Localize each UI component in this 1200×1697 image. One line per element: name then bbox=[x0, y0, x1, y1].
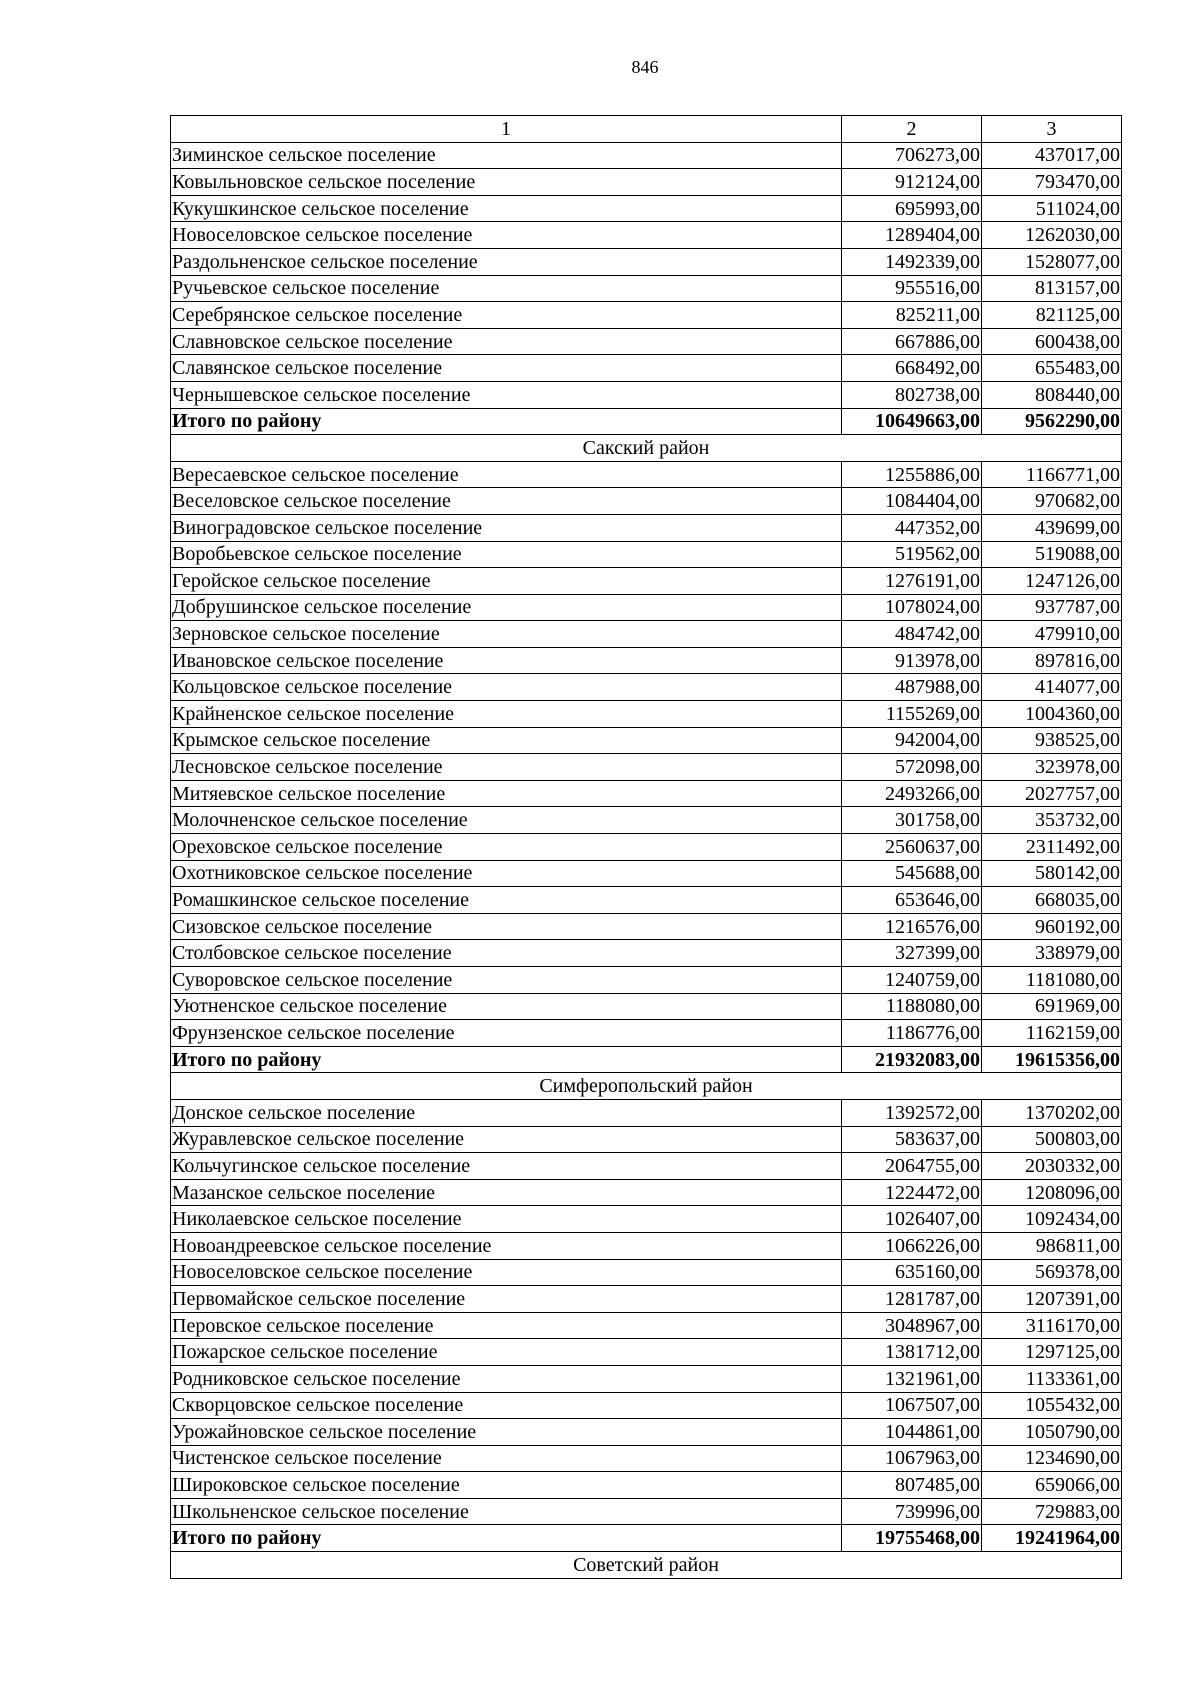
table-row bbox=[171, 1179, 1122, 1206]
table-row bbox=[171, 1498, 1122, 1525]
cell-value-2: 1155269,00 bbox=[842, 701, 982, 728]
cell-value-2: 1026407,00 bbox=[842, 1206, 982, 1233]
table-row bbox=[171, 488, 1122, 515]
table-body bbox=[171, 116, 1122, 1579]
cell-name: Добрушинское сельское поселение bbox=[171, 594, 842, 621]
total-value-3: 9562290,00 bbox=[982, 408, 1122, 435]
table-row bbox=[171, 701, 1122, 728]
table-row bbox=[171, 621, 1122, 648]
cell-value-3: 2027757,00 bbox=[982, 780, 1122, 807]
cell-value-3: 1050790,00 bbox=[982, 1419, 1122, 1446]
total-value-2: 19755468,00 bbox=[842, 1525, 982, 1552]
cell-value-2: 1066226,00 bbox=[842, 1232, 982, 1259]
cell-value-3: 1055432,00 bbox=[982, 1392, 1122, 1419]
cell-name: Уютненское сельское поселение bbox=[171, 993, 842, 1020]
header-cell-1: 1 bbox=[171, 116, 842, 143]
cell-name: Николаевское сельское поселение bbox=[171, 1206, 842, 1233]
header-row bbox=[171, 116, 1122, 143]
cell-value-2: 1216576,00 bbox=[842, 913, 982, 940]
table-row bbox=[171, 1365, 1122, 1392]
cell-value-2: 1276191,00 bbox=[842, 568, 982, 595]
cell-name: Чернышевское сельское поселение bbox=[171, 381, 842, 408]
cell-name: Зиминское сельское поселение bbox=[171, 142, 842, 169]
cell-value-3: 659066,00 bbox=[982, 1472, 1122, 1499]
table-row bbox=[171, 1153, 1122, 1180]
cell-value-2: 1067507,00 bbox=[842, 1392, 982, 1419]
table-row bbox=[171, 1392, 1122, 1419]
cell-value-2: 484742,00 bbox=[842, 621, 982, 648]
table-row bbox=[171, 1232, 1122, 1259]
cell-name: Крайненское сельское поселение bbox=[171, 701, 842, 728]
table-row bbox=[171, 1206, 1122, 1233]
cell-name: Зерновское сельское поселение bbox=[171, 621, 842, 648]
cell-name: Ромашкинское сельское поселение bbox=[171, 887, 842, 914]
table-row bbox=[171, 541, 1122, 568]
cell-value-3: 729883,00 bbox=[982, 1498, 1122, 1525]
table-row bbox=[171, 834, 1122, 861]
cell-value-2: 668492,00 bbox=[842, 355, 982, 382]
cell-value-2: 1224472,00 bbox=[842, 1179, 982, 1206]
cell-value-3: 897816,00 bbox=[982, 647, 1122, 674]
cell-value-3: 414077,00 bbox=[982, 674, 1122, 701]
cell-value-3: 986811,00 bbox=[982, 1232, 1122, 1259]
cell-name: Новоселовское сельское поселение bbox=[171, 222, 842, 249]
cell-value-3: 1004360,00 bbox=[982, 701, 1122, 728]
cell-value-2: 487988,00 bbox=[842, 674, 982, 701]
cell-value-3: 600438,00 bbox=[982, 328, 1122, 355]
cell-value-3: 793470,00 bbox=[982, 169, 1122, 196]
cell-name: Лесновское сельское поселение bbox=[171, 754, 842, 781]
table-row bbox=[171, 1419, 1122, 1446]
cell-name: Веселовское сельское поселение bbox=[171, 488, 842, 515]
cell-name: Скворцовское сельское поселение bbox=[171, 1392, 842, 1419]
section-row bbox=[171, 1552, 1122, 1579]
cell-value-3: 808440,00 bbox=[982, 381, 1122, 408]
table-row bbox=[171, 674, 1122, 701]
table-row bbox=[171, 647, 1122, 674]
cell-name: Урожайновское сельское поселение bbox=[171, 1419, 842, 1446]
cell-name: Пожарское сельское поселение bbox=[171, 1339, 842, 1366]
cell-value-3: 2030332,00 bbox=[982, 1153, 1122, 1180]
cell-name: Донское сельское поселение bbox=[171, 1099, 842, 1126]
total-value-2: 21932083,00 bbox=[842, 1046, 982, 1073]
cell-value-3: 970682,00 bbox=[982, 488, 1122, 515]
cell-value-2: 942004,00 bbox=[842, 727, 982, 754]
cell-name: Мазанское сельское поселение bbox=[171, 1179, 842, 1206]
table-row bbox=[171, 355, 1122, 382]
total-row bbox=[171, 1046, 1122, 1073]
cell-name: Кукушкинское сельское поселение bbox=[171, 195, 842, 222]
cell-value-3: 3116170,00 bbox=[982, 1312, 1122, 1339]
cell-name: Первомайское сельское поселение bbox=[171, 1286, 842, 1313]
total-label: Итого по району bbox=[171, 1046, 842, 1073]
cell-value-2: 2064755,00 bbox=[842, 1153, 982, 1180]
cell-name: Фрунзенское сельское поселение bbox=[171, 1020, 842, 1047]
table-row bbox=[171, 248, 1122, 275]
header-cell-2: 2 bbox=[842, 116, 982, 143]
cell-name: Геройское сельское поселение bbox=[171, 568, 842, 595]
cell-name: Суворовское сельское поселение bbox=[171, 967, 842, 994]
table-row bbox=[171, 381, 1122, 408]
section-row bbox=[171, 1073, 1122, 1100]
cell-value-2: 653646,00 bbox=[842, 887, 982, 914]
cell-name: Молочненское сельское поселение bbox=[171, 807, 842, 834]
cell-value-2: 1188080,00 bbox=[842, 993, 982, 1020]
header-cell-3: 3 bbox=[982, 116, 1122, 143]
cell-value-3: 338979,00 bbox=[982, 940, 1122, 967]
table-row bbox=[171, 1339, 1122, 1366]
cell-value-3: 1181080,00 bbox=[982, 967, 1122, 994]
cell-value-3: 2311492,00 bbox=[982, 834, 1122, 861]
cell-value-2: 1492339,00 bbox=[842, 248, 982, 275]
total-label: Итого по району bbox=[171, 1525, 842, 1552]
table-row bbox=[171, 993, 1122, 1020]
table-row bbox=[171, 142, 1122, 169]
cell-value-2: 635160,00 bbox=[842, 1259, 982, 1286]
cell-value-2: 3048967,00 bbox=[842, 1312, 982, 1339]
cell-value-3: 691969,00 bbox=[982, 993, 1122, 1020]
cell-value-3: 353732,00 bbox=[982, 807, 1122, 834]
cell-value-2: 583637,00 bbox=[842, 1126, 982, 1153]
cell-value-3: 1262030,00 bbox=[982, 222, 1122, 249]
table-row bbox=[171, 169, 1122, 196]
cell-name: Ивановское сельское поселение bbox=[171, 647, 842, 674]
cell-value-3: 479910,00 bbox=[982, 621, 1122, 648]
cell-name: Журавлевское сельское поселение bbox=[171, 1126, 842, 1153]
table-row bbox=[171, 1445, 1122, 1472]
total-label: Итого по району bbox=[171, 408, 842, 435]
cell-name: Митяевское сельское поселение bbox=[171, 780, 842, 807]
total-row bbox=[171, 1525, 1122, 1552]
table-row bbox=[171, 913, 1122, 940]
cell-value-3: 1166771,00 bbox=[982, 461, 1122, 488]
cell-value-3: 1207391,00 bbox=[982, 1286, 1122, 1313]
cell-name: Сизовское сельское поселение bbox=[171, 913, 842, 940]
cell-value-3: 439699,00 bbox=[982, 514, 1122, 541]
cell-value-2: 802738,00 bbox=[842, 381, 982, 408]
section-row bbox=[171, 435, 1122, 462]
cell-value-2: 825211,00 bbox=[842, 302, 982, 329]
cell-value-2: 2560637,00 bbox=[842, 834, 982, 861]
table-row bbox=[171, 780, 1122, 807]
table-row bbox=[171, 1312, 1122, 1339]
cell-name: Новоселовское сельское поселение bbox=[171, 1259, 842, 1286]
cell-name: Кольчугинское сельское поселение bbox=[171, 1153, 842, 1180]
table-row bbox=[171, 1020, 1122, 1047]
cell-name: Раздольненское сельское поселение bbox=[171, 248, 842, 275]
section-title: Симферопольский район bbox=[171, 1073, 1122, 1100]
table-row bbox=[171, 940, 1122, 967]
cell-name: Ореховское сельское поселение bbox=[171, 834, 842, 861]
table-row bbox=[171, 222, 1122, 249]
page-number: 846 bbox=[631, 57, 659, 77]
table-row bbox=[171, 461, 1122, 488]
cell-value-2: 1392572,00 bbox=[842, 1099, 982, 1126]
cell-name: Воробьевское сельское поселение bbox=[171, 541, 842, 568]
cell-value-3: 437017,00 bbox=[982, 142, 1122, 169]
cell-value-3: 511024,00 bbox=[982, 195, 1122, 222]
cell-name: Серебрянское сельское поселение bbox=[171, 302, 842, 329]
table-row bbox=[171, 328, 1122, 355]
cell-value-2: 1281787,00 bbox=[842, 1286, 982, 1313]
cell-value-3: 500803,00 bbox=[982, 1126, 1122, 1153]
cell-name: Славянское сельское поселение bbox=[171, 355, 842, 382]
section-title: Сакский район bbox=[171, 435, 1122, 462]
table-row bbox=[171, 754, 1122, 781]
cell-name: Кольцовское сельское поселение bbox=[171, 674, 842, 701]
cell-value-3: 1234690,00 bbox=[982, 1445, 1122, 1472]
cell-value-2: 706273,00 bbox=[842, 142, 982, 169]
cell-name: Перовское сельское поселение bbox=[171, 1312, 842, 1339]
cell-value-2: 955516,00 bbox=[842, 275, 982, 302]
table-row bbox=[171, 1099, 1122, 1126]
cell-value-2: 1186776,00 bbox=[842, 1020, 982, 1047]
cell-value-3: 813157,00 bbox=[982, 275, 1122, 302]
cell-value-3: 1297125,00 bbox=[982, 1339, 1122, 1366]
cell-value-2: 1067963,00 bbox=[842, 1445, 982, 1472]
cell-name: Ковыльновское сельское поселение bbox=[171, 169, 842, 196]
cell-value-3: 580142,00 bbox=[982, 860, 1122, 887]
cell-value-2: 519562,00 bbox=[842, 541, 982, 568]
cell-value-3: 938525,00 bbox=[982, 727, 1122, 754]
cell-value-3: 937787,00 bbox=[982, 594, 1122, 621]
table-row bbox=[171, 967, 1122, 994]
cell-name: Крымское сельское поселение bbox=[171, 727, 842, 754]
cell-value-2: 1240759,00 bbox=[842, 967, 982, 994]
cell-name: Охотниковское сельское поселение bbox=[171, 860, 842, 887]
table-row bbox=[171, 860, 1122, 887]
cell-name: Родниковское сельское поселение bbox=[171, 1365, 842, 1392]
cell-value-3: 323978,00 bbox=[982, 754, 1122, 781]
cell-value-3: 1133361,00 bbox=[982, 1365, 1122, 1392]
cell-value-2: 572098,00 bbox=[842, 754, 982, 781]
table-row bbox=[171, 1472, 1122, 1499]
table-row bbox=[171, 1126, 1122, 1153]
cell-value-2: 301758,00 bbox=[842, 807, 982, 834]
cell-value-2: 327399,00 bbox=[842, 940, 982, 967]
cell-value-2: 1044861,00 bbox=[842, 1419, 982, 1446]
budget-table bbox=[170, 115, 1122, 1579]
cell-value-3: 1208096,00 bbox=[982, 1179, 1122, 1206]
cell-value-2: 695993,00 bbox=[842, 195, 982, 222]
cell-value-3: 1370202,00 bbox=[982, 1099, 1122, 1126]
cell-value-3: 1162159,00 bbox=[982, 1020, 1122, 1047]
cell-value-3: 821125,00 bbox=[982, 302, 1122, 329]
cell-value-2: 1321961,00 bbox=[842, 1365, 982, 1392]
cell-name: Вересаевское сельское поселение bbox=[171, 461, 842, 488]
table-row bbox=[171, 275, 1122, 302]
table-row bbox=[171, 807, 1122, 834]
cell-name: Школьненское сельское поселение bbox=[171, 1498, 842, 1525]
cell-name: Ручьевское сельское поселение bbox=[171, 275, 842, 302]
cell-value-2: 807485,00 bbox=[842, 1472, 982, 1499]
cell-name: Широковское сельское поселение bbox=[171, 1472, 842, 1499]
cell-value-2: 1084404,00 bbox=[842, 488, 982, 515]
cell-value-3: 1528077,00 bbox=[982, 248, 1122, 275]
cell-value-2: 739996,00 bbox=[842, 1498, 982, 1525]
cell-value-2: 667886,00 bbox=[842, 328, 982, 355]
table-row bbox=[171, 727, 1122, 754]
cell-value-2: 447352,00 bbox=[842, 514, 982, 541]
cell-name: Новоандреевское сельское поселение bbox=[171, 1232, 842, 1259]
table-row bbox=[171, 568, 1122, 595]
cell-value-3: 569378,00 bbox=[982, 1259, 1122, 1286]
total-value-3: 19615356,00 bbox=[982, 1046, 1122, 1073]
table-row bbox=[171, 514, 1122, 541]
cell-value-2: 545688,00 bbox=[842, 860, 982, 887]
cell-value-3: 668035,00 bbox=[982, 887, 1122, 914]
cell-value-2: 1381712,00 bbox=[842, 1339, 982, 1366]
cell-value-3: 960192,00 bbox=[982, 913, 1122, 940]
cell-value-2: 1289404,00 bbox=[842, 222, 982, 249]
cell-value-3: 655483,00 bbox=[982, 355, 1122, 382]
cell-value-2: 913978,00 bbox=[842, 647, 982, 674]
cell-name: Славновское сельское поселение bbox=[171, 328, 842, 355]
cell-value-2: 1255886,00 bbox=[842, 461, 982, 488]
cell-value-3: 519088,00 bbox=[982, 541, 1122, 568]
table-row bbox=[171, 195, 1122, 222]
section-title: Советский район bbox=[171, 1552, 1122, 1579]
table-row bbox=[171, 302, 1122, 329]
table-row bbox=[171, 1259, 1122, 1286]
total-value-2: 10649663,00 bbox=[842, 408, 982, 435]
total-value-3: 19241964,00 bbox=[982, 1525, 1122, 1552]
cell-value-2: 2493266,00 bbox=[842, 780, 982, 807]
cell-value-2: 1078024,00 bbox=[842, 594, 982, 621]
table-row bbox=[171, 594, 1122, 621]
cell-value-3: 1092434,00 bbox=[982, 1206, 1122, 1233]
cell-value-3: 1247126,00 bbox=[982, 568, 1122, 595]
total-row bbox=[171, 408, 1122, 435]
table-row bbox=[171, 887, 1122, 914]
cell-name: Столбовское сельское поселение bbox=[171, 940, 842, 967]
cell-value-2: 912124,00 bbox=[842, 169, 982, 196]
cell-name: Чистенское сельское поселение bbox=[171, 1445, 842, 1472]
table-row bbox=[171, 1286, 1122, 1313]
cell-name: Виноградовское сельское поселение bbox=[171, 514, 842, 541]
